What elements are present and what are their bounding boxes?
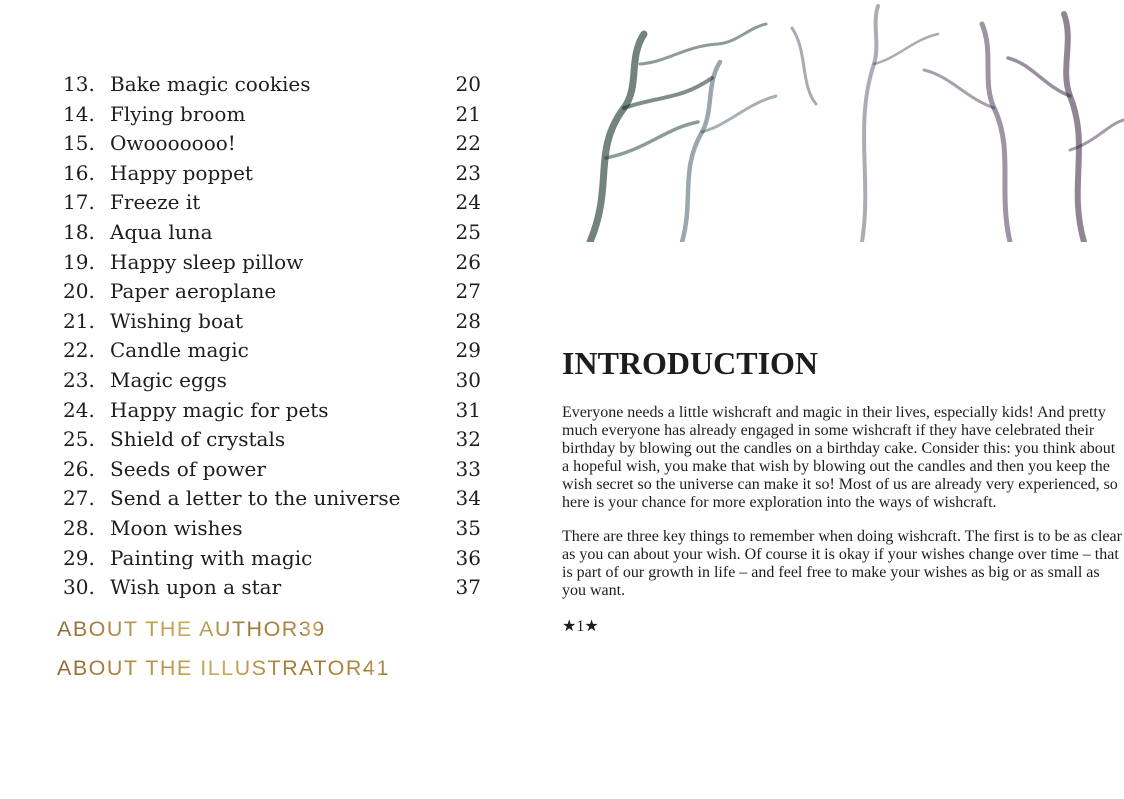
about-author-row <box>57 617 487 647</box>
toc-row <box>63 102 481 132</box>
toc-row <box>63 575 481 605</box>
toc-row <box>63 220 481 250</box>
toc-item-page: 30 <box>455 367 481 392</box>
toc-item-title: Happy magic for pets <box>110 397 329 422</box>
toc-item-page: 32 <box>455 427 481 452</box>
intro-paragraph-1: Everyone needs a little wishcraft and magic in their lives, especially kids! And pretty much everyone has already engaged in some wishcraft if they have celebrated their birthday by blowing out the candles on a birthday cake. Consider this: you think about a hopeful wish, you make that wish by blowing out the candles and then you keep the wish secret so the universe can make it so! Most of us are already very experienced, so here is your chance for more exploration into the ways of wishcraft. <box>562 403 1118 511</box>
toc-item-page: 34 <box>455 486 481 511</box>
toc-item-title: Moon wishes <box>110 515 243 540</box>
toc-item-page: 24 <box>455 190 481 215</box>
chapter-header-image <box>562 0 1124 382</box>
toc-item-number: 23. <box>63 367 95 392</box>
toc-row <box>63 368 481 398</box>
toc-item-page: 37 <box>455 575 481 600</box>
toc-row <box>63 457 481 487</box>
toc-row <box>63 309 481 339</box>
toc-item-number: 30. <box>63 575 95 600</box>
star-glyph: ★ <box>562 617 577 635</box>
toc-item-number: 27. <box>63 486 95 511</box>
star-icon <box>562 247 638 319</box>
toc-row <box>63 131 481 161</box>
toc-item-page: 26 <box>455 249 481 274</box>
toc-row <box>63 546 481 576</box>
toc-item-number: 17. <box>63 190 95 215</box>
toc-row <box>63 279 481 309</box>
toc-row <box>63 486 481 516</box>
toc-item-page: 36 <box>455 545 481 570</box>
toc-item-page: 25 <box>455 219 481 244</box>
about-section <box>0 617 562 686</box>
toc-item-title: Wishing boat <box>110 308 243 333</box>
about-illustrator-row <box>57 656 487 686</box>
toc-item-number: 26. <box>63 456 95 481</box>
page-number: 1 <box>576 617 585 635</box>
page-footer <box>562 616 1124 636</box>
toc-item-title: Candle magic <box>110 338 249 363</box>
toc-row <box>63 190 481 220</box>
toc-item-title: Flying broom <box>110 101 246 126</box>
toc-item-number: 18. <box>63 219 95 244</box>
toc-item-title: Magic eggs <box>110 367 227 392</box>
toc-item-number: 22. <box>63 338 95 363</box>
toc-row <box>63 250 481 280</box>
toc-item-number: 16. <box>63 160 95 185</box>
table-of-contents <box>0 0 562 605</box>
toc-item-number: 29. <box>63 545 95 570</box>
toc-item-number: 15. <box>63 131 95 156</box>
about-illustrator-page: 41 <box>362 655 390 680</box>
toc-item-page: 22 <box>455 131 481 156</box>
toc-item-page: 29 <box>455 338 481 363</box>
intro-paragraph-2: There are three key things to remember when doing wishcraft. The first is to be as clear as you can about your wish. Of course it is okay if your wishes change over time – that is part of our growth in life – and feel free to make your wishes as big or as small as you want. <box>562 527 1122 599</box>
toc-item-number: 25. <box>63 427 95 452</box>
toc-item-page: 21 <box>455 101 481 126</box>
toc-item-title: Send a letter to the universe <box>110 486 401 511</box>
toc-item-title: Freeze it <box>110 190 201 215</box>
toc-item-page: 31 <box>455 397 481 422</box>
toc-item-page: 35 <box>455 515 481 540</box>
toc-item-number: 21. <box>63 308 95 333</box>
toc-item-page: 23 <box>455 160 481 185</box>
toc-row <box>63 516 481 546</box>
toc-item-title: Owooooooo! <box>110 131 236 156</box>
toc-item-title: Happy sleep pillow <box>110 249 304 274</box>
toc-row <box>63 72 481 102</box>
star-glyph: ★ <box>584 617 599 635</box>
about-illustrator-label: ABOUT THE ILLUSTRATOR <box>57 655 363 680</box>
toc-item-page: 20 <box>455 72 481 96</box>
toc-item-title: Aqua luna <box>110 219 213 244</box>
toc-item-number: 28. <box>63 515 95 540</box>
toc-item-page: 33 <box>455 456 481 481</box>
toc-item-number: 13. <box>63 72 95 96</box>
about-author-page: 39 <box>298 616 326 641</box>
tree-branches-illustration <box>562 0 1124 242</box>
toc-row <box>63 338 481 368</box>
toc-item-number: 24. <box>63 397 95 422</box>
toc-item-number: 14. <box>63 101 95 126</box>
toc-item-page: 28 <box>455 308 481 333</box>
toc-item-number: 20. <box>63 279 95 304</box>
toc-item-title: Seeds of power <box>110 456 266 481</box>
chapter-title: INTRODUCTION <box>562 345 819 382</box>
introduction-body <box>562 404 1124 600</box>
toc-row <box>63 161 481 191</box>
toc-item-title: Shield of crystals <box>110 427 286 452</box>
about-author-label: ABOUT THE AUTHOR <box>57 616 299 641</box>
toc-item-title: Bake magic cookies <box>110 72 311 96</box>
toc-row <box>63 398 481 428</box>
right-page-introduction <box>562 0 1124 799</box>
toc-item-title: Happy poppet <box>110 160 253 185</box>
toc-item-number: 19. <box>63 249 95 274</box>
toc-row <box>63 427 481 457</box>
toc-item-title: Wish upon a star <box>110 575 282 600</box>
toc-item-page: 27 <box>455 279 481 304</box>
toc-item-title: Paper aeroplane <box>110 279 277 304</box>
toc-item-title: Painting with magic <box>110 545 313 570</box>
